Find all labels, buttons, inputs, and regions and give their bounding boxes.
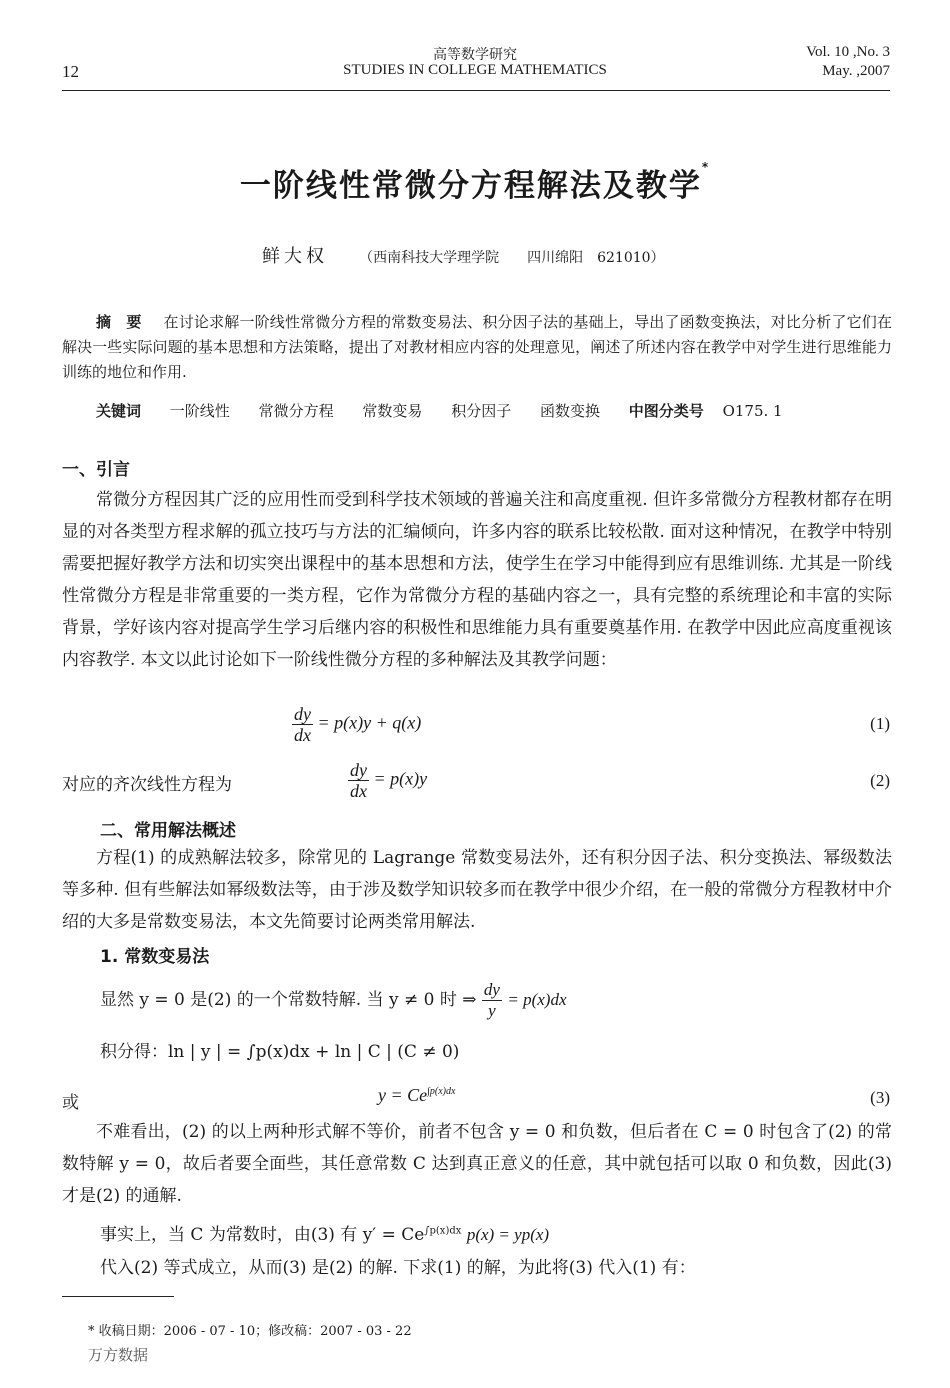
eq2-denominator: dx — [350, 781, 367, 801]
keywords-label: 关键词 — [96, 402, 142, 420]
received-date-footnote: * 收稿日期：2006 - 07 - 10；修改稿：2007 - 03 - 22 — [88, 1324, 412, 1339]
derivation-line-b: 积分得：ln | y | = ∫p(x)dx + ln | C | (C ≠ 0) — [100, 1042, 460, 1062]
line-a-denominator: y — [488, 1001, 496, 1020]
volume-info: Vol. 10 ,No. 3 — [806, 44, 890, 60]
eq1-numerator: dy — [294, 704, 311, 724]
eq1-denominator: dx — [294, 725, 311, 745]
line-c-text: 事实上，当 C 为常数时，由(3) 有 y′ = Ce — [100, 1225, 425, 1245]
eq1-rhs: = p(x)y + q(x) — [317, 712, 422, 733]
journal-title-cn: 高等数学研究 — [433, 47, 517, 63]
or-label: 或 — [62, 1093, 79, 1113]
line-a-fraction — [482, 980, 502, 1021]
derivation-line-c — [100, 1220, 549, 1245]
keyword: 常数变易 — [362, 402, 423, 420]
eq2-rhs: = p(x)y — [373, 768, 428, 789]
header-rule — [62, 90, 890, 91]
abstract-text: 在讨论求解一阶线性常微分方程的常数变易法、积分因子法的基础上，导出了函数变换法，对比分析了它们在解决一些实际问题的基本思想和方法策略，提出了对教材相应内容的处理意见，阐述了所述内容在教学中对学生进行思维能力训练的地位和作用. — [62, 313, 892, 381]
line-c-exponent: ∫p(x)dx — [424, 1225, 462, 1237]
author-line — [262, 242, 665, 268]
eq2-fraction — [348, 760, 369, 801]
journal-title-en: STUDIES IN COLLEGE MATHEMATICS — [343, 62, 607, 78]
subsection-variation-of-constants: 1. 常数变易法 — [100, 947, 210, 967]
line-a-numerator: dy — [483, 980, 500, 999]
eq3-base: y = Ce — [378, 1085, 428, 1105]
intro-paragraph: 常微分方程因其广泛的应用性而受到科学技术领域的普遍关注和高度重视. 但许多常微分方程教材都存在明显的对各类型方程求解的孤立技巧与方法的汇编倾向，许多内容的联系比较松散. 面对这种情况，在教学中特别需要把握好教学方法和切实突出课程中的基本思想和方法，使学生在学习中能得到应有思维训练. 尤其是一阶线性常微分方程是非常重要的一类方程，它作为常微分方程的基础内容之一，具有完整的系统理论和丰富的实际背景，学好该内容对提高学生学习后继内容的积极性和思维能力具有重要奠基作用. 在教学中因此应高度重视该内容教学. 本文以此讨论如下一阶线性微分方程的多种解法及其教学问题： — [62, 490, 892, 670]
paper-title — [0, 160, 950, 205]
methods-paragraph: 方程(1) 的成熟解法较多，除常见的 Lagrange 常数变易法外，还有积分因子法、积分变换法、幂级数法等多种. 但有些解法如幂级数法等，由于涉及数学知识较多而在教学中很少介绍，在一般的常微分方程教材中介绍的大多是常数变易法，本文先简要讨论两类常用解法. — [62, 848, 892, 932]
comparison-paragraph: 不难看出，(2) 的以上两种形式解不等价，前者不包含 y = 0 和负数，但后者在 C = 0 时包含了(2) 的常数特解 y = 0，故后者要全面些，其任意常数 C 达到真正意义的任意，其中就包括可以取 0 和负数，因此(3) 才是(2) 的通解. — [62, 1122, 892, 1206]
classification-value: O175. 1 — [722, 402, 783, 420]
eq2-prefix: 对应的齐次线性方程为 — [62, 775, 232, 795]
watermark-text: 万方数据 — [88, 1346, 149, 1364]
keyword: 一阶线性 — [169, 402, 230, 420]
page-number: 12 — [62, 62, 79, 81]
equation-3 — [378, 1085, 455, 1106]
footnote-rule — [62, 1296, 174, 1297]
equation-1 — [292, 704, 421, 745]
line-a-text: 显然 y = 0 是(2) 的一个常数特解. 当 y ≠ 0 时 ⇒ — [100, 990, 477, 1010]
section-heading-intro: 一、引言 — [62, 460, 130, 480]
abstract-label: 摘 要 — [96, 313, 142, 331]
eq3-exponent: ∫p(x)dx — [427, 1086, 456, 1097]
equation-2-label: (2) — [870, 771, 890, 790]
abstract — [62, 310, 892, 385]
eq1-fraction — [292, 704, 313, 745]
issue-date: May. ,2007 — [822, 63, 890, 79]
author-affiliation: （西南科技大学理学院 四川绵阳 621010） — [359, 250, 665, 266]
eq2-numerator: dy — [350, 760, 367, 780]
section-heading-methods: 二、常用解法概述 — [100, 821, 236, 841]
paper-title-text: 一阶线性常微分方程解法及教学 — [239, 168, 702, 204]
line-a-rhs: = p(x)dx — [507, 990, 567, 1009]
equation-2 — [348, 760, 427, 801]
equation-3-label: (3) — [870, 1088, 890, 1107]
keyword: 积分因子 — [451, 402, 512, 420]
equation-1-label: (1) — [870, 714, 890, 733]
title-footnote-mark: * — [701, 160, 711, 174]
keyword: 函数变换 — [539, 402, 600, 420]
keywords-line — [96, 400, 783, 421]
line-c-rest: p(x) = yp(x) — [466, 1225, 550, 1244]
derivation-line-a — [100, 980, 567, 1021]
classification-label: 中图分类号 — [628, 402, 704, 420]
derivation-line-d: 代入(2) 等式成立，从而(3) 是(2) 的解. 下求(1) 的解，为此将(3) 代入(1) 有： — [100, 1258, 696, 1278]
keyword: 常微分方程 — [258, 402, 334, 420]
author-name: 鲜大权 — [262, 246, 328, 267]
